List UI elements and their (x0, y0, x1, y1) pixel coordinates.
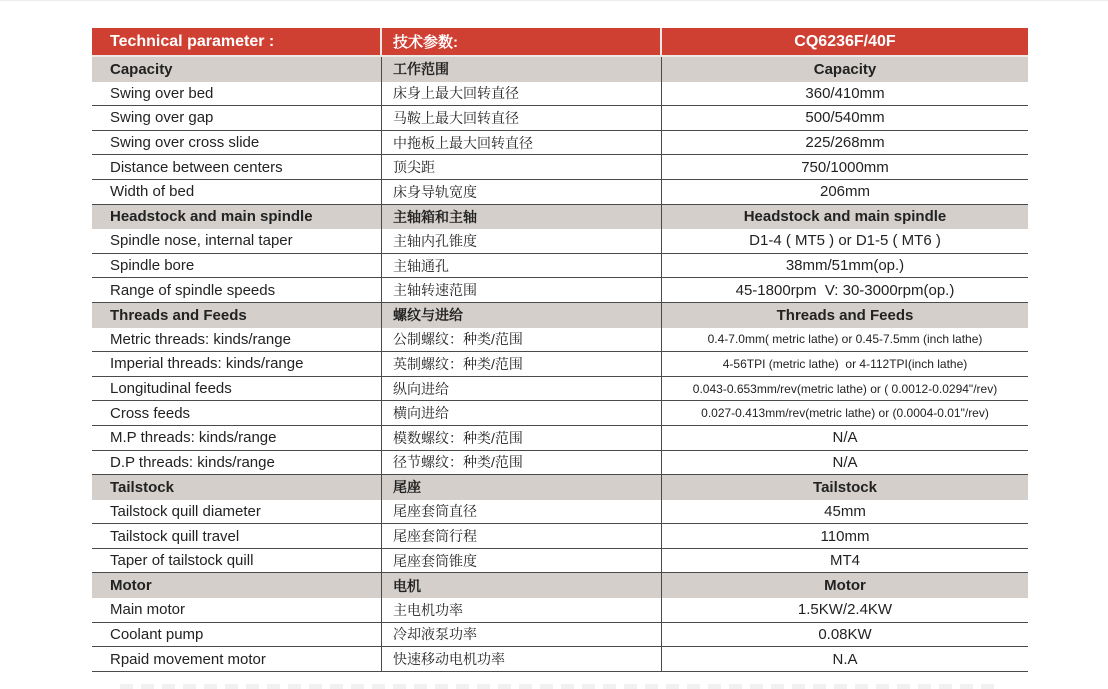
table-row (92, 549, 1028, 574)
param-en-cell: Tailstock (92, 475, 382, 500)
param-en-cell: Capacity (92, 57, 382, 82)
table-row (92, 524, 1028, 549)
param-cn-cell: 冷却液泵功率 (382, 623, 662, 647)
value-cell: N/A (832, 453, 858, 471)
table-row (92, 377, 1028, 402)
value-cell: 45-1800rpm V: 30-3000rpm(op.) (735, 281, 955, 299)
value-cell: 110mm (820, 527, 870, 545)
value-cell: 45mm (824, 502, 866, 520)
param-en-cell: Main motor (92, 598, 382, 622)
table-row (92, 82, 1028, 107)
param-cn-cell: 主电机功率 (382, 598, 662, 622)
table-row (92, 328, 1028, 353)
param-en-cell: Distance between centers (92, 155, 382, 179)
table-row (92, 155, 1028, 180)
param-en-cell: Spindle nose, internal taper (92, 229, 382, 253)
header-cn-parameter: 技术参数: (382, 28, 662, 55)
spec-table-body (92, 57, 1028, 672)
value-cell: 1.5KW/2.4KW (797, 601, 893, 619)
table-row (92, 180, 1028, 205)
table-row (92, 500, 1028, 525)
param-cn-cell: 快速移动电机功率 (382, 647, 662, 671)
param-cn-cell: 径节螺纹：种类/范围 (382, 451, 662, 475)
param-en-cell: Threads and Feeds (92, 303, 382, 328)
param-en-cell: Coolant pump (92, 623, 382, 647)
table-row (92, 106, 1028, 131)
value-cell: 206mm (819, 183, 871, 201)
value-cell: N.A (832, 650, 858, 668)
value-cell: 500/540mm (805, 109, 885, 127)
param-cn-cell: 尾座套筒直径 (382, 500, 662, 524)
value-cell: 750/1000mm (801, 158, 889, 176)
section-header-row (92, 303, 1028, 328)
table-row (92, 401, 1028, 426)
value-cell: 4-56TPI (metric lathe) or 4-112TPI(inch lathe) (722, 356, 968, 371)
value-cell: 38mm/51mm(op.) (785, 257, 905, 275)
table-row (92, 278, 1028, 303)
value-cell: 0.043-0.653mm/rev(metric lathe) or ( 0.0012-0.0294"/rev) (692, 381, 998, 396)
param-cn-cell: 纵向进给 (382, 377, 662, 401)
value-cell: Tailstock (813, 478, 877, 496)
value-cell: Headstock and main spindle (743, 208, 947, 226)
param-en-cell: Tailstock quill diameter (92, 500, 382, 524)
param-cn-cell: 尾座套筒行程 (382, 524, 662, 548)
section-header-row (92, 475, 1028, 500)
param-en-cell: Longitudinal feeds (92, 377, 382, 401)
param-en-cell: Spindle bore (92, 254, 382, 278)
param-en-cell: D.P threads: kinds/range (92, 451, 382, 475)
param-cn-cell: 主轴转速范围 (382, 278, 662, 302)
section-header-row (92, 573, 1028, 598)
param-cn-cell: 主轴箱和主轴 (382, 205, 662, 230)
table-row (92, 426, 1028, 451)
param-en-cell: Swing over bed (92, 82, 382, 106)
param-en-cell: Metric threads: kinds/range (92, 328, 382, 352)
cropped-text-remnant (120, 684, 1000, 689)
header-technical-parameter: Technical parameter : (92, 28, 382, 55)
table-row (92, 229, 1028, 254)
param-en-cell: Swing over gap (92, 106, 382, 130)
value-cell: Motor (824, 577, 866, 595)
param-en-cell: Taper of tailstock quill (92, 549, 382, 573)
param-cn-cell: 公制螺纹：种类/范围 (382, 328, 662, 352)
param-en-cell: Width of bed (92, 180, 382, 204)
param-en-cell: Imperial threads: kinds/range (92, 352, 382, 376)
param-cn-cell: 横向进给 (382, 401, 662, 425)
param-cn-cell: 工作范围 (382, 57, 662, 82)
table-row (92, 451, 1028, 476)
param-cn-cell: 模数螺纹：种类/范围 (382, 426, 662, 450)
value-cell: 0.4-7.0mm( metric lathe) or 0.45-7.5mm (inch lathe) (707, 332, 983, 347)
value-cell: MT4 (830, 552, 860, 570)
param-cn-cell: 尾座套筒锥度 (382, 549, 662, 573)
value-cell: Threads and Feeds (776, 306, 914, 324)
value-cell: D1-4 ( MT5 ) or D1-5 ( MT6 ) (749, 232, 941, 250)
param-cn-cell: 主轴通孔 (382, 254, 662, 278)
value-cell: Capacity (813, 60, 877, 78)
param-en-cell: Tailstock quill travel (92, 524, 382, 548)
param-cn-cell: 床身导轨宽度 (382, 180, 662, 204)
param-en-cell: Range of spindle speeds (92, 278, 382, 302)
table-header-row (92, 28, 1028, 57)
param-cn-cell: 尾座 (382, 475, 662, 500)
value-cell: 225/268mm (805, 134, 885, 152)
table-row (92, 254, 1028, 279)
param-cn-cell: 螺纹与进给 (382, 303, 662, 328)
param-en-cell: Cross feeds (92, 401, 382, 425)
param-cn-cell: 中拖板上最大回转直径 (382, 131, 662, 155)
table-row (92, 598, 1028, 623)
param-cn-cell: 马鞍上最大回转直径 (382, 106, 662, 130)
param-cn-cell: 英制螺纹：种类/范围 (382, 352, 662, 376)
param-en-cell: Headstock and main spindle (92, 205, 382, 230)
param-cn-cell: 床身上最大回转直径 (382, 82, 662, 106)
table-row (92, 131, 1028, 156)
param-en-cell: Motor (92, 573, 382, 598)
value-cell: 360/410mm (805, 84, 885, 102)
param-en-cell: Swing over cross slide (92, 131, 382, 155)
param-en-cell: M.P threads: kinds/range (92, 426, 382, 450)
param-cn-cell: 顶尖距 (382, 155, 662, 179)
value-cell: 0.08KW (818, 625, 872, 643)
technical-parameter-table (92, 28, 1028, 672)
param-cn-cell: 主轴内孔锥度 (382, 229, 662, 253)
table-row (92, 352, 1028, 377)
section-header-row (92, 205, 1028, 230)
table-row (92, 647, 1028, 672)
value-cell: N/A (832, 429, 858, 447)
param-en-cell: Rpaid movement motor (92, 647, 382, 671)
value-cell: 0.027-0.413mm/rev(metric lathe) or (0.0004-0.01"/rev) (701, 406, 989, 421)
header-model-number: CQ6236F/40F (794, 32, 896, 50)
section-header-row (92, 57, 1028, 82)
table-row (92, 623, 1028, 648)
param-cn-cell: 电机 (382, 573, 662, 598)
